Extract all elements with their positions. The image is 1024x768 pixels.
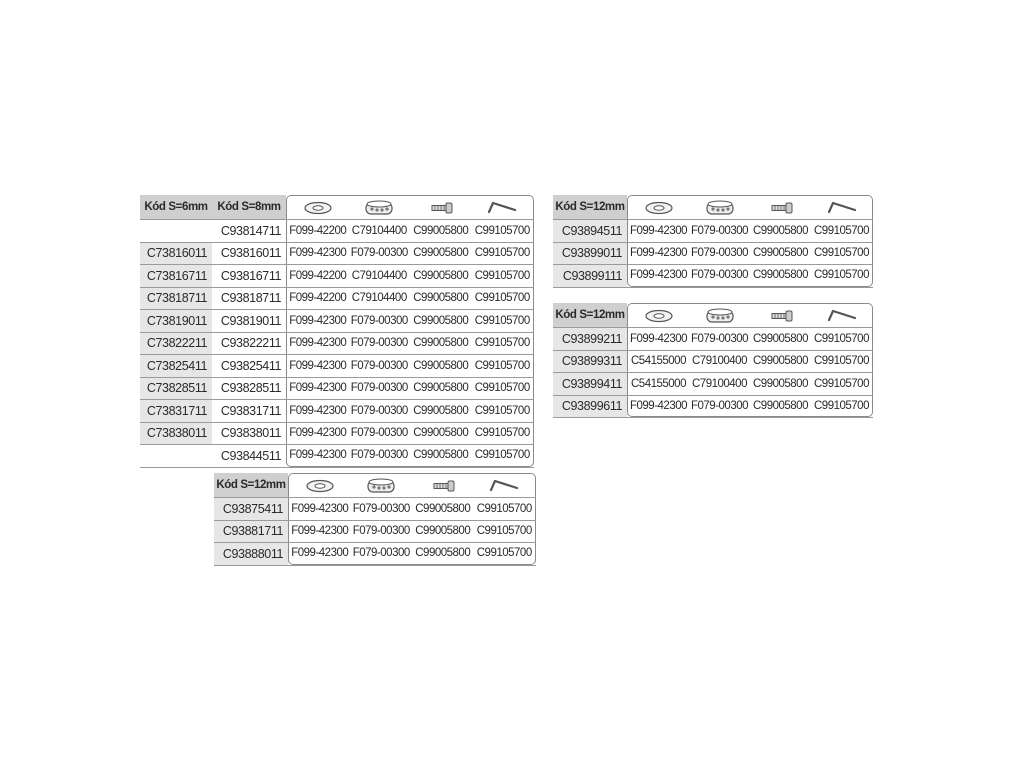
part-number: C99005800 — [413, 292, 469, 305]
part-number: F099-42300 — [289, 314, 347, 327]
part-number: C99005800 — [753, 247, 808, 260]
table-row — [140, 445, 534, 468]
product-code: C93899411 — [553, 373, 627, 395]
product-code: C93816011 — [220, 246, 281, 261]
table-row — [140, 423, 534, 446]
part-number: F079-00300 — [350, 359, 408, 372]
parts-table-c — [553, 195, 873, 288]
part-number: C99105700 — [476, 547, 532, 560]
table-header-row — [214, 473, 536, 498]
table-row — [553, 328, 873, 351]
product-code — [140, 220, 212, 242]
part-number: C99105700 — [474, 449, 530, 462]
table-row — [214, 498, 536, 521]
part-number: C54155000 — [631, 355, 686, 368]
part-number: C99005800 — [413, 247, 469, 260]
part-number: C99005800 — [413, 269, 469, 282]
product-code: C93828511 — [220, 381, 281, 396]
product-code: C93881711 — [214, 521, 288, 543]
product-code: C93899111 — [553, 265, 627, 287]
part-number: F099-42300 — [629, 269, 688, 282]
part-number: C99105700 — [814, 355, 869, 368]
part-number: F099-42300 — [629, 399, 688, 412]
part-number: C79104400 — [351, 292, 407, 305]
code-column-header: Kód S=6mm — [140, 195, 212, 219]
part-number: C99105700 — [474, 382, 530, 395]
product-code: C93844511 — [220, 448, 281, 463]
part-number: C99005800 — [413, 337, 469, 350]
table-row — [140, 355, 534, 378]
part-number: C79100400 — [692, 377, 747, 390]
part-number: F099-42300 — [291, 525, 349, 538]
product-code: C73831711 — [140, 400, 212, 422]
product-code: C93899611 — [553, 396, 627, 418]
table-row — [140, 288, 534, 311]
allen-key-icon — [472, 196, 534, 219]
product-code: C93814711 — [220, 223, 281, 238]
part-number: C99005800 — [413, 382, 469, 395]
part-number: C99005800 — [753, 377, 808, 390]
part-number: C99105700 — [814, 247, 869, 260]
screw-icon — [750, 196, 811, 219]
part-number: F099-42200 — [289, 269, 347, 282]
part-number: C99005800 — [415, 547, 471, 560]
part-number: F099-42300 — [289, 337, 347, 350]
part-number: C99105700 — [474, 292, 530, 305]
part-number: F079-00300 — [350, 314, 408, 327]
part-number: C99005800 — [753, 399, 808, 412]
washer-icon — [289, 474, 351, 497]
part-number: F079-00300 — [690, 224, 749, 237]
part-number: F099-42300 — [289, 247, 347, 260]
product-code: C73818711 — [140, 288, 212, 310]
part-number: F079-00300 — [350, 449, 408, 462]
part-number: F099-42200 — [289, 224, 347, 237]
product-code: C93894511 — [553, 220, 627, 242]
washer-icon — [628, 196, 689, 219]
part-number: F079-00300 — [350, 337, 408, 350]
product-code: C93899211 — [553, 328, 627, 350]
part-number: C99005800 — [753, 269, 808, 282]
part-number: F099-42300 — [291, 502, 349, 515]
product-code: C93818711 — [220, 291, 281, 306]
part-number: F079-00300 — [352, 502, 410, 515]
part-number: C99105700 — [474, 224, 530, 237]
part-number: C79100400 — [692, 355, 747, 368]
part-number: F079-00300 — [350, 427, 408, 440]
part-number: F099-42300 — [629, 247, 688, 260]
part-number: C99105700 — [814, 269, 869, 282]
parts-table-a — [140, 195, 534, 468]
part-number: F099-42300 — [629, 332, 688, 345]
screw-icon — [410, 196, 472, 219]
product-code: C73816011 — [140, 243, 212, 265]
part-number: C99105700 — [474, 269, 530, 282]
product-code: C93822211 — [220, 336, 281, 351]
allen-key-icon — [474, 474, 536, 497]
part-number: F079-00300 — [350, 382, 408, 395]
product-code: C93838011 — [220, 426, 281, 441]
part-number: C99005800 — [415, 502, 471, 515]
screw-icon — [412, 474, 474, 497]
part-number: C99105700 — [474, 359, 530, 372]
part-number: C99105700 — [474, 427, 530, 440]
table-row — [140, 310, 534, 333]
part-number: C79104400 — [351, 224, 407, 237]
washer-icon — [287, 196, 349, 219]
table-row — [214, 521, 536, 544]
part-number: F099-42300 — [291, 547, 349, 560]
allen-key-icon — [811, 304, 872, 327]
table-row — [140, 265, 534, 288]
part-number: C99105700 — [814, 332, 869, 345]
table-row — [553, 265, 873, 288]
product-code: C93875411 — [214, 498, 288, 520]
part-number: C99005800 — [753, 355, 808, 368]
part-number: F079-00300 — [352, 547, 410, 560]
table-row — [140, 243, 534, 266]
part-number: C99105700 — [476, 525, 532, 538]
part-number: C99105700 — [814, 224, 869, 237]
product-code: C73819011 — [140, 310, 212, 332]
bearing-icon — [689, 304, 750, 327]
table-row — [553, 220, 873, 243]
part-number: C99105700 — [474, 404, 530, 417]
part-number: C79104400 — [351, 269, 407, 282]
part-number: C99005800 — [415, 525, 471, 538]
part-number: C99105700 — [476, 502, 532, 515]
product-code: C73838011 — [140, 423, 212, 445]
part-number: F099-42300 — [289, 404, 347, 417]
part-number: F079-00300 — [690, 247, 749, 260]
allen-key-icon — [811, 196, 872, 219]
part-number: F079-00300 — [690, 399, 749, 412]
bearing-icon — [351, 474, 413, 497]
part-number: F099-42300 — [289, 449, 347, 462]
part-number: C99005800 — [753, 332, 808, 345]
product-code: C93819011 — [220, 313, 281, 328]
product-code: C93831711 — [220, 403, 281, 418]
table-header-row — [553, 303, 873, 328]
part-number: F079-00300 — [350, 247, 408, 260]
table-row — [553, 243, 873, 266]
part-number: C99005800 — [413, 359, 469, 372]
code-column-header: Kód S=12mm — [553, 303, 627, 327]
code-column-header: Kód S=8mm — [212, 195, 286, 219]
part-number: C99005800 — [413, 449, 469, 462]
part-number: F099-42300 — [629, 224, 688, 237]
product-code: C73816711 — [140, 265, 212, 287]
product-code: C93825411 — [220, 358, 281, 373]
table-header-row — [140, 195, 534, 220]
product-code: C93816711 — [220, 268, 281, 283]
table-row — [140, 220, 534, 243]
product-code: C73825411 — [140, 355, 212, 377]
part-number: F099-42300 — [289, 359, 347, 372]
part-number: C99105700 — [474, 314, 530, 327]
part-number: C54155000 — [631, 377, 686, 390]
part-number: F079-00300 — [350, 404, 408, 417]
part-number: F079-00300 — [352, 525, 410, 538]
table-row — [553, 396, 873, 419]
table-row — [140, 333, 534, 356]
part-number: C99105700 — [814, 399, 869, 412]
part-number: F099-42200 — [289, 292, 347, 305]
table-row — [214, 543, 536, 566]
part-number: C99005800 — [413, 427, 469, 440]
part-number: C99105700 — [814, 377, 869, 390]
table-header-row — [553, 195, 873, 220]
product-code: C93899311 — [553, 351, 627, 373]
part-number: C99105700 — [474, 337, 530, 350]
screw-icon — [750, 304, 811, 327]
table-row — [140, 400, 534, 423]
product-code — [140, 445, 212, 467]
product-code: C73828511 — [140, 378, 212, 400]
code-column-header: Kód S=12mm — [553, 195, 627, 219]
part-number: F079-00300 — [690, 332, 749, 345]
code-column-header: Kód S=12mm — [214, 473, 288, 497]
part-number: F079-00300 — [690, 269, 749, 282]
part-number: F099-42300 — [289, 382, 347, 395]
product-code: C93899011 — [553, 243, 627, 265]
parts-table-b — [214, 473, 536, 566]
parts-table-d — [553, 303, 873, 418]
part-number: F099-42300 — [289, 427, 347, 440]
table-row — [553, 373, 873, 396]
product-code: C73822211 — [140, 333, 212, 355]
bearing-icon — [689, 196, 750, 219]
part-number: C99005800 — [413, 314, 469, 327]
part-number: C99005800 — [413, 404, 469, 417]
part-number: C99105700 — [474, 247, 530, 260]
table-row — [553, 351, 873, 374]
part-number: C99005800 — [753, 224, 808, 237]
table-row — [140, 378, 534, 401]
washer-icon — [628, 304, 689, 327]
product-code: C93888011 — [214, 543, 288, 565]
bearing-icon — [349, 196, 411, 219]
part-number: C99005800 — [413, 224, 469, 237]
